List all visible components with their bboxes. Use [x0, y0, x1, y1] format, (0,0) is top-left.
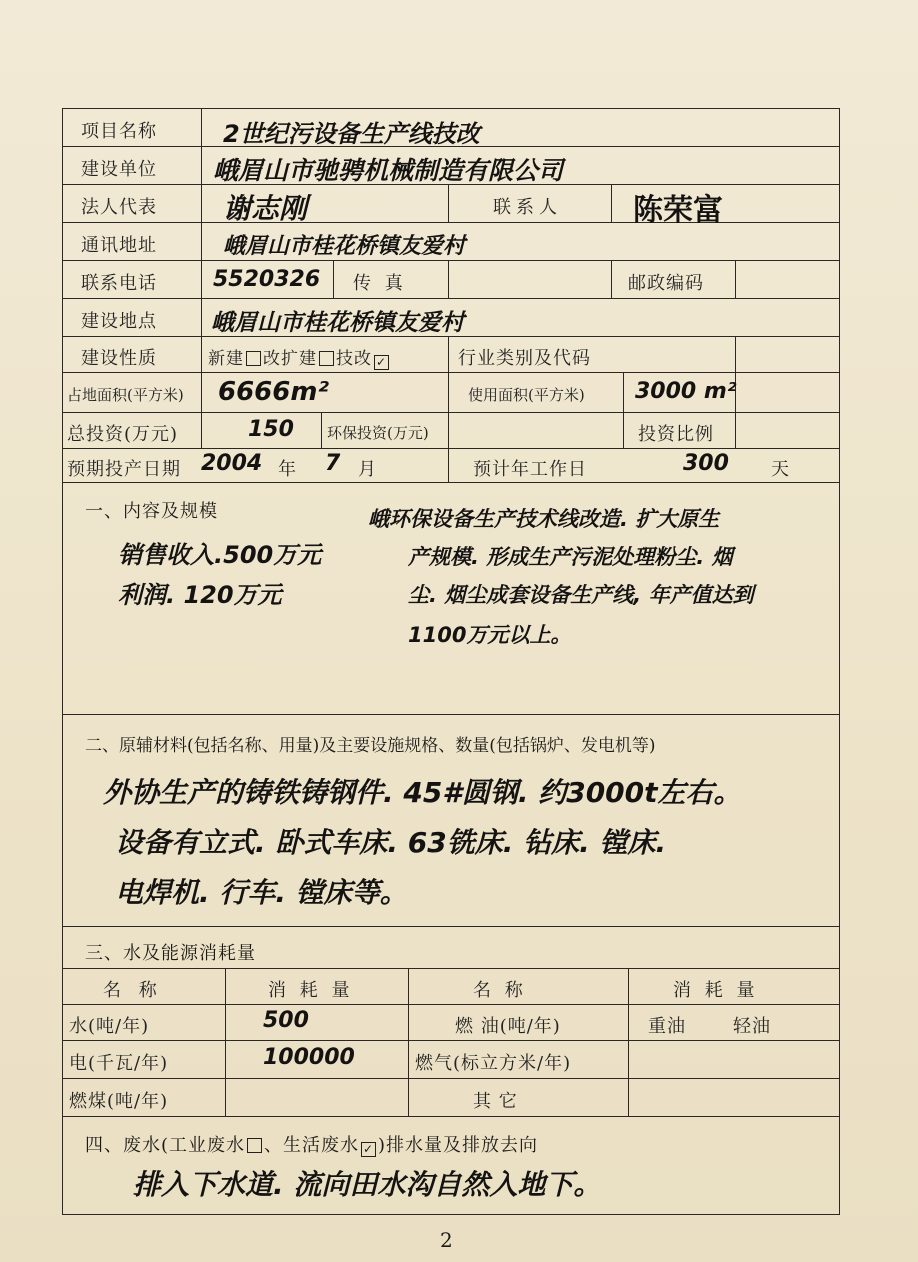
address-value: 峨眉山市桂花桥镇友爱村	[223, 234, 466, 259]
page-number: 2	[440, 1228, 453, 1252]
phone-value: 5520326	[213, 267, 321, 292]
energy-row-electricity	[63, 1041, 839, 1079]
section1-title: 一、内容及规模	[85, 501, 218, 522]
section2-title: 二、原辅材料(包括名称、用量)及主要设施规格、数量(包括锅炉、发电机等)	[85, 736, 656, 756]
section1-left-line-1: 销售收入.500万元	[118, 541, 322, 569]
section1-right-line-4: 1100万元以上。	[408, 623, 572, 647]
water-label: 水(吨/年)	[69, 1016, 150, 1037]
unit-value: 峨眉山市驰骋机械制造有限公司	[213, 156, 564, 185]
month-value: 7	[325, 451, 341, 476]
other-label: 其 它	[473, 1091, 518, 1112]
section1-left-line-2: 利润. 120万元	[118, 581, 282, 609]
energy-header-row	[63, 969, 839, 1005]
invest-label: 总投资(万元)	[67, 424, 179, 445]
address-label: 通讯地址	[81, 235, 157, 256]
area-label: 占地面积(平方米)	[67, 386, 184, 404]
project-name-label: 项目名称	[81, 121, 157, 142]
contact-label: 联系人	[493, 197, 562, 218]
postal-label: 邮政编码	[628, 273, 704, 294]
section1-right-line-2: 产规模. 形成生产污泥处理粉尘. 烟	[408, 545, 733, 569]
light-oil-label: 轻油	[733, 1016, 771, 1037]
row-unit	[63, 147, 839, 185]
unit-label: 建设单位	[81, 159, 157, 180]
phone-label: 联系电话	[81, 273, 157, 294]
electricity-label: 电(千瓦/年)	[69, 1053, 169, 1074]
section4-title	[85, 1131, 538, 1157]
section4-title-c: )排水量及排放去向	[378, 1135, 539, 1156]
project-name-value: 2世纪污设备生产线技改	[223, 120, 480, 148]
workdays-label: 预计年工作日	[473, 459, 587, 480]
domestic-wastewater-checkbox[interactable]: ✓	[363, 1142, 375, 1156]
month-unit: 月	[358, 459, 377, 480]
invest-value: 150	[248, 417, 294, 442]
use-area-value: 3000 m²	[635, 379, 737, 404]
row-address	[63, 223, 839, 261]
row-date	[63, 449, 839, 483]
coal-label: 燃煤(吨/年)	[69, 1091, 169, 1112]
site-value: 峨眉山市桂花桥镇友爱村	[211, 310, 464, 336]
nature-new-label: 新建	[208, 349, 244, 369]
nature-new-checkbox[interactable]	[246, 351, 261, 366]
section-energy-title-row	[63, 927, 839, 969]
nature-expand-checkbox[interactable]	[319, 351, 334, 366]
industrial-wastewater-checkbox[interactable]	[247, 1138, 262, 1153]
year-unit: 年	[278, 459, 297, 480]
energy-row-coal	[63, 1079, 839, 1117]
use-area-label: 使用面积(平方米)	[468, 386, 585, 404]
workdays-value: 300	[683, 451, 729, 476]
row-project-name	[63, 109, 839, 147]
section3-title: 三、水及能源消耗量	[85, 943, 256, 964]
industry-label: 行业类别及代码	[458, 348, 591, 369]
energy-header-consumption-2: 消 耗 量	[673, 980, 759, 1001]
section-materials	[63, 715, 839, 927]
row-area	[63, 373, 839, 413]
site-label: 建设地点	[81, 311, 157, 332]
nature-expand-label: 改扩建	[263, 349, 317, 369]
section-wastewater	[63, 1117, 839, 1214]
env-invest-label: 环保投资(万元)	[327, 424, 429, 442]
section1-right-line-3: 尘. 烟尘成套设备生产线, 年产值达到	[408, 583, 754, 607]
fax-label: 传 真	[353, 273, 407, 294]
energy-header-name: 名 称	[103, 980, 163, 1001]
section-content-scale	[63, 483, 839, 715]
section4-line: 排入下水道. 流向田水沟自然入地下。	[133, 1168, 602, 1201]
area-value: 6666m²	[218, 377, 329, 407]
row-site	[63, 299, 839, 337]
row-phone	[63, 261, 839, 299]
section4-title-b: 、生活废水	[264, 1135, 360, 1156]
form-frame	[62, 108, 840, 1215]
nature-tech-label: 技改	[336, 349, 372, 369]
heavy-oil-label: 重油	[648, 1016, 686, 1037]
section2-line-1: 外协生产的铸铁铸钢件. 45#圆钢. 约3000t左右。	[103, 776, 742, 809]
water-value: 500	[263, 1008, 309, 1033]
contact-value: 陈荣富	[633, 193, 723, 228]
legal-rep-value: 谢志刚	[223, 192, 308, 225]
section2-line-3: 电焊机. 行车. 镗床等。	[115, 876, 408, 909]
nature-tech-checkbox[interactable]: ✓	[375, 355, 388, 369]
section2-line-2: 设备有立式. 卧式车床. 63铣床. 钻床. 镗床.	[115, 826, 667, 859]
oil-label: 燃 油(吨/年)	[455, 1016, 561, 1037]
row-nature	[63, 337, 839, 373]
nature-options	[208, 344, 391, 370]
date-label: 预期投产日期	[67, 459, 181, 480]
electricity-value: 100000	[263, 1045, 355, 1070]
section4-title-a: 四、废水(工业废水	[85, 1135, 246, 1156]
day-unit: 天	[771, 459, 790, 480]
energy-header-consumption: 消 耗 量	[268, 980, 354, 1001]
section1-right-line-1: 峨环保设备生产技术线改造. 扩大原生	[368, 507, 720, 531]
energy-row-water	[63, 1005, 839, 1041]
energy-header-name-2: 名 称	[473, 980, 527, 1001]
row-legal-rep	[63, 185, 839, 228]
year-value: 2004	[201, 451, 263, 476]
nature-label: 建设性质	[81, 348, 157, 369]
row-investment	[63, 413, 839, 449]
gas-label: 燃气(标立方米/年)	[415, 1053, 572, 1074]
invest-ratio-label: 投资比例	[638, 424, 714, 445]
legal-rep-label: 法人代表	[81, 197, 157, 218]
